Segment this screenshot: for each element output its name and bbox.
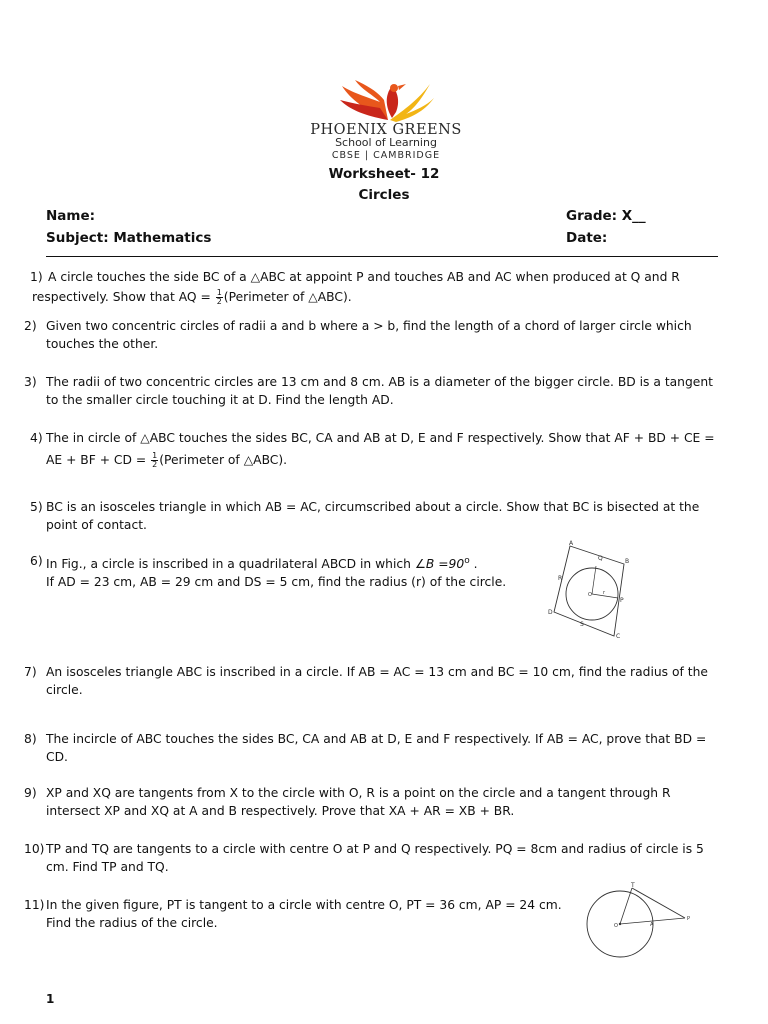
question-3: 3) The radii of two concentric circles are 13 cm and 8 cm. AB is a diameter of the bigger circle. BD is a tangent to the smaller circle touching it at D. Find the length AD. [24, 375, 713, 407]
question-number: 7) [24, 665, 37, 679]
svg-text:R: R [558, 575, 563, 582]
question-number: 1) [30, 270, 43, 284]
triangle-icon: △ [308, 290, 318, 304]
school-name: PHOENIX GREENS [310, 122, 462, 138]
svg-text:T: T [631, 882, 635, 889]
svg-text:P: P [620, 597, 624, 604]
question-6: 6) In Fig., a circle is inscribed in a quadrilateral ABCD in which ∠B $=90^o$ . If AD = 23 cm, AB = 29 cm and DS = 5 cm, find the radius (r) of the circle. [30, 554, 507, 590]
question-number: 10) [24, 842, 45, 856]
question-number: 11) [24, 898, 45, 912]
svg-text:A: A [569, 540, 574, 547]
subject-label: Subject: Mathematics [46, 230, 212, 246]
question-2: 2) Given two concentric circles of radii a and b where a > b, find the length of a chord of larger circle which touches the other. [24, 319, 692, 351]
question-number: 8) [24, 732, 37, 746]
question-8: 8) The incircle of ABC touches the sides BC, CA and AB at D, E and F respectively. If AB = AC, prove that BD = CD. [24, 732, 707, 764]
question-11: 11) In the given figure, PT is tangent to a circle with centre O, PT = 36 cm, AP = 24 cm. Find the radius of the circle. [24, 898, 562, 930]
svg-text:Q: Q [598, 555, 603, 562]
header-divider [46, 256, 718, 257]
svg-text:r: r [603, 590, 606, 596]
question-9: 9) XP and XQ are tangents from X to the circle with O, R is a point on the circle and a tangent through R intersect XP and XQ at A and B respectively. Prove that XA + AR = XB + BR. [24, 786, 671, 818]
worksheet-title: Worksheet- 12 [328, 166, 440, 182]
svg-text:O: O [614, 923, 618, 929]
svg-text:D: D [548, 609, 553, 616]
question-number: 6) [30, 554, 43, 568]
question-1: 1) A circle touches the side BC of a △ABC at appoint P and touches AB and AC when produced at Q and R respectively. Show that AQ = $\frac{1}{2}$ (Perimeter of △ABC). [30, 270, 680, 306]
grade-label: Grade: X__ [566, 208, 646, 224]
svg-text:C: C [616, 633, 621, 640]
question-number: 4) [30, 431, 43, 445]
date-label: Date: [566, 230, 608, 246]
figure-tangent-circle [582, 880, 702, 960]
school-subtitle: School of Learning [335, 136, 437, 149]
worksheet-topic: Circles [358, 187, 410, 203]
question-number: 9) [24, 786, 37, 800]
question-10: 10) TP and TQ are tangents to a circle with centre O at P and Q respectively. PQ = 8cm and radius of circle is 5 cm. Find TP and TQ. [24, 842, 704, 874]
question-number: 3) [24, 375, 37, 389]
triangle-icon: △ [243, 453, 254, 467]
svg-text:A: A [650, 922, 654, 928]
quadrilateral-incircle-diagram [536, 538, 640, 642]
fraction-half: $\frac{1}{2}$ [216, 288, 222, 306]
triangle-icon: △ [140, 431, 150, 445]
tangent-circle-diagram [582, 880, 702, 960]
angle-b: ∠B =90 [414, 557, 465, 572]
school-boards: CBSE | CAMBRIDGE [331, 150, 441, 161]
question-4: 4) The in circle of △ABC touches the sides BC, CA and AB at D, E and F respectively. Show that AF + BD + CE = AE + BF + CD = $\frac{1}{2}$ (Perimeter of △ABC). [30, 431, 715, 469]
phoenix-logo-icon [300, 72, 475, 124]
svg-text:B: B [625, 558, 630, 565]
svg-text:S: S [580, 621, 584, 628]
school-logo [300, 72, 475, 128]
fraction-half: $\frac{1}{2}$ [152, 451, 158, 469]
page-number: 1 [46, 992, 55, 1006]
svg-text:O: O [588, 592, 592, 598]
triangle-icon: △ [250, 270, 261, 284]
svg-text:P: P [687, 916, 691, 922]
question-7: 7) An isosceles triangle ABC is inscribed in a circle. If AB = AC = 13 cm and BC = 10 cm, find the radius of the circle. [24, 665, 708, 697]
question-number: 2) [24, 319, 37, 333]
question-5: 5) BC is an isosceles triangle in which AB = AC, circumscribed about a circle. Show that BC is bisected at the point of contact. [30, 500, 700, 532]
question-number: 5) [30, 500, 43, 514]
name-label: Name: [46, 208, 96, 224]
figure-quadrilateral-circle [536, 538, 640, 642]
